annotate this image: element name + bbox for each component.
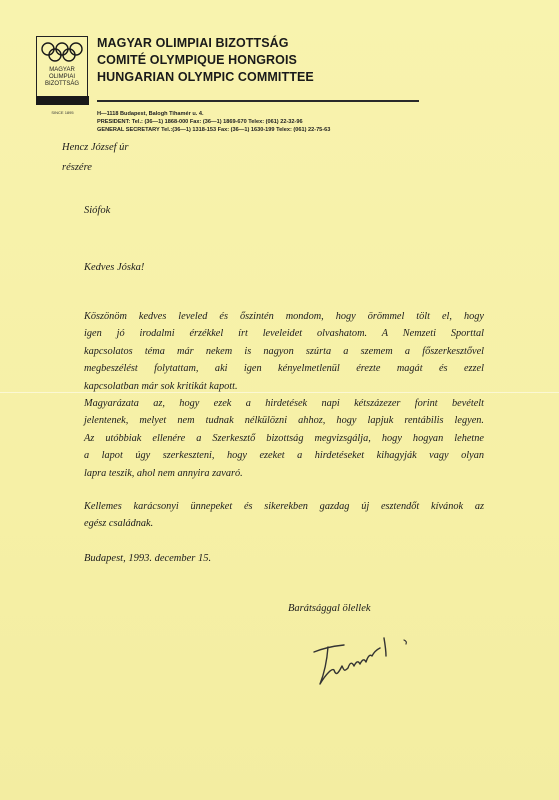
date-line: Budapest, 1993. december 15.: [84, 553, 212, 564]
president-contact: PRESIDENT: Tel.: (36—1) 1868-000 Fax: (36—1) 1869-670 Telex: (061) 22-32-96: [97, 119, 303, 125]
body-line: lapra teszik, ahol nem annyira zavaró.: [84, 467, 243, 479]
closing: Barátsággal ölellek: [288, 603, 371, 614]
body-line: a lapot úgy szerkeszteni, hogy ezeket a hirdetéseket kihagyják vagy olyan: [84, 450, 484, 462]
org-name-hungarian: MAGYAR OLIMPIAI BIZOTTSÁG: [97, 36, 289, 50]
body-line: Köszönöm kedves leveled és őszintén mondom, hogy örömmel tölt el, hogy: [84, 311, 484, 322]
header-rule: [97, 100, 419, 102]
body-line: igen jó irodalmi érzékkel írt leveleidet olvashatom. A Nemzeti Sporttal: [84, 328, 484, 340]
salutation: Kedves Jóska!: [84, 262, 145, 273]
handwritten-signature: [300, 630, 430, 690]
body-line: kapcsolatban már sok kritikát kapott.: [84, 380, 238, 392]
body-line: Az utóbbiak ellenére a Szerkesztő bizottság megvizsgálja, hogy hogyan lehetne: [84, 432, 484, 444]
org-name-english: HUNGARIAN OLYMPIC COMMITTEE: [97, 70, 314, 84]
body-line: Kellemes karácsonyi ünnepeket és sikerekben gazdag új esztendőt kívánok az: [84, 501, 484, 512]
body-paragraph-2: [84, 498, 484, 533]
body-paragraph-1: [84, 308, 484, 482]
recipient-name: Hencz József úr: [62, 142, 129, 153]
logo-bar: [36, 96, 89, 105]
logo-line-1: MAGYAR: [49, 67, 75, 73]
logo-line-2: OLIMPIAI: [48, 74, 75, 80]
olympic-committee-logo: [36, 36, 88, 98]
body-line: megbeszélést folytattam, aki igen kényelmetlenül érezte magát és ezzel: [84, 363, 484, 375]
org-name-french: COMITÉ OLYMPIQUE HONGROIS: [97, 53, 297, 67]
logo-line-3: BIZOTTSÁG: [44, 81, 79, 87]
logo-since: SINCE 1895: [51, 110, 74, 115]
olympic-rings-icon: [39, 41, 85, 63]
body-line: jelentenek, melyet nem tudnak nélkülözni ahhoz, hogy lapjuk rentábilis legyen.: [84, 415, 484, 427]
body-line: egész családnak.: [84, 518, 154, 530]
secretary-contact: GENERAL SECRETARY Tel.:(36—1) 1318-153 Fax: (36—1) 1630-199 Telex: (061) 22-75-63: [97, 127, 331, 133]
recipient-for: részére: [62, 162, 92, 173]
body-line: Magyarázata az, hogy ezek a hirdetések napi kétszázezer forint bevételt: [84, 398, 484, 410]
recipient-city: Siófok: [84, 205, 111, 216]
address-line: H—1118 Budapest, Balogh Tihamér u. 4.: [97, 111, 204, 117]
body-line: kapcsolatos téma már nekem is nagyon szúrta a szemem a főszerkesztővel: [84, 345, 484, 357]
